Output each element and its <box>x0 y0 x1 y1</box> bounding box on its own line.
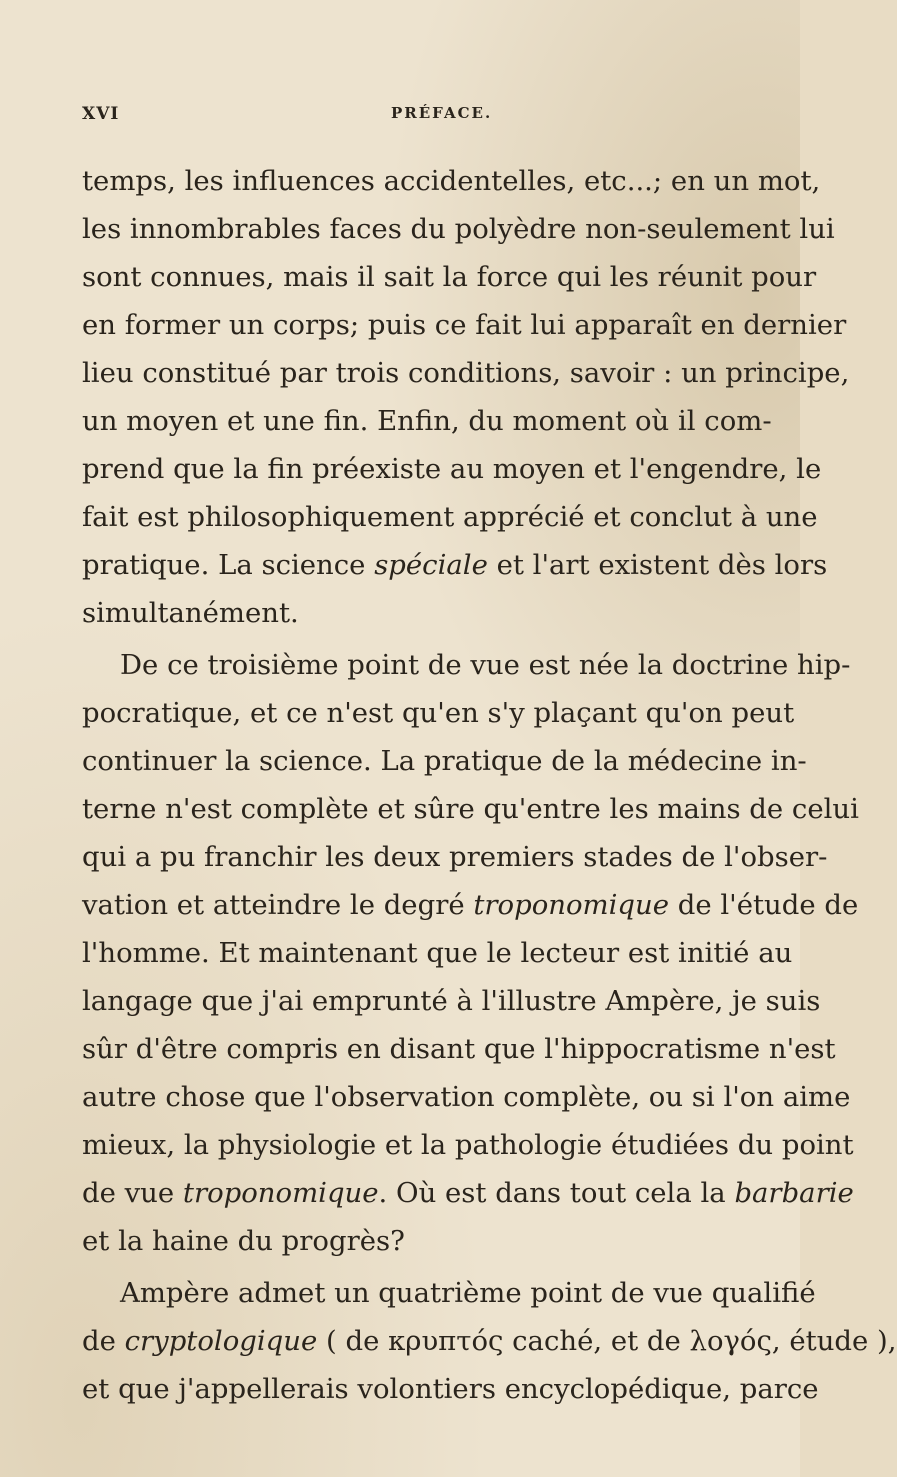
page-header <box>82 104 740 128</box>
text-run: de <box>82 1325 125 1357</box>
italic-term: barbarie <box>734 1177 854 1209</box>
text-line <box>82 1169 854 1217</box>
text-line: et la haine du progrès? <box>82 1225 405 1257</box>
text-line: fait est philosophiquement apprécié et conclut à une <box>82 501 818 533</box>
text-line: sont connues, mais il sait la force qui les réunit pour <box>82 261 817 293</box>
text-run: et l'art existent dès lors <box>487 549 828 581</box>
text-line <box>82 881 859 929</box>
text-line: prend que la fin préexiste au moyen et l'engendre, le <box>82 453 822 485</box>
text-run: . Où est dans tout cela la <box>378 1177 735 1209</box>
text-line: et que j'appellerais volontiers encyclopédique, parce <box>82 1373 819 1405</box>
text-line: en former un corps; puis ce fait lui apparaît en dernier <box>82 309 847 341</box>
text-line: lieu constitué par trois conditions, savoir : un principe, <box>82 357 850 389</box>
text-line: un moyen et une fin. Enfin, du moment où il com- <box>82 405 772 437</box>
page-number: XVI <box>82 104 120 124</box>
text-line: langage que j'ai emprunté à l'illustre Ampère, je suis <box>82 985 821 1017</box>
text-line: sûr d'être compris en disant que l'hippocratisme n'est <box>82 1033 836 1065</box>
paragraph-3 <box>82 1269 897 1413</box>
italic-term: troponomique <box>182 1177 379 1209</box>
text-run: ( de κρυπτός caché, et de λογός, étude ), <box>317 1325 897 1357</box>
italic-term: troponomique <box>473 889 670 921</box>
text-line: les innombrables faces du polyèdre non-seulement lui <box>82 213 835 245</box>
body-text <box>82 157 897 1413</box>
text-line: autre chose que l'observation complète, ou si l'on aime <box>82 1081 851 1113</box>
text-line: qui a pu franchir les deux premiers stades de l'obser- <box>82 841 828 873</box>
text-line <box>82 541 828 589</box>
text-line: terne n'est complète et sûre qu'entre les mains de celui <box>82 793 859 825</box>
text-line: pocratique, et ce n'est qu'en s'y plaçant qu'on peut <box>82 697 795 729</box>
text-line: Ampère admet un quatrième point de vue qualifié <box>120 1277 816 1309</box>
text-run: pratique. La science <box>82 549 375 581</box>
text-run: de vue <box>82 1177 183 1209</box>
text-line: mieux, la physiologie et la pathologie étudiées du point <box>82 1129 854 1161</box>
italic-term: spéciale <box>374 549 488 581</box>
italic-term: cryptologique <box>124 1325 318 1357</box>
paragraph-1 <box>82 157 850 637</box>
text-line: De ce troisième point de vue est née la doctrine hip- <box>120 649 851 681</box>
text-line: temps, les influences accidentelles, etc...; en un mot, <box>82 165 821 197</box>
text-line: continuer la science. La pratique de la médecine in- <box>82 745 807 777</box>
text-run: vation et atteindre le degré <box>82 889 474 921</box>
text-line: l'homme. Et maintenant que le lecteur est initié au <box>82 937 793 969</box>
text-run: de l'étude de <box>669 889 859 921</box>
paragraph-2 <box>82 641 859 1265</box>
text-line <box>82 1317 897 1365</box>
text-line: simultanément. <box>82 597 299 629</box>
running-title: PRÉFACE. <box>391 104 493 122</box>
